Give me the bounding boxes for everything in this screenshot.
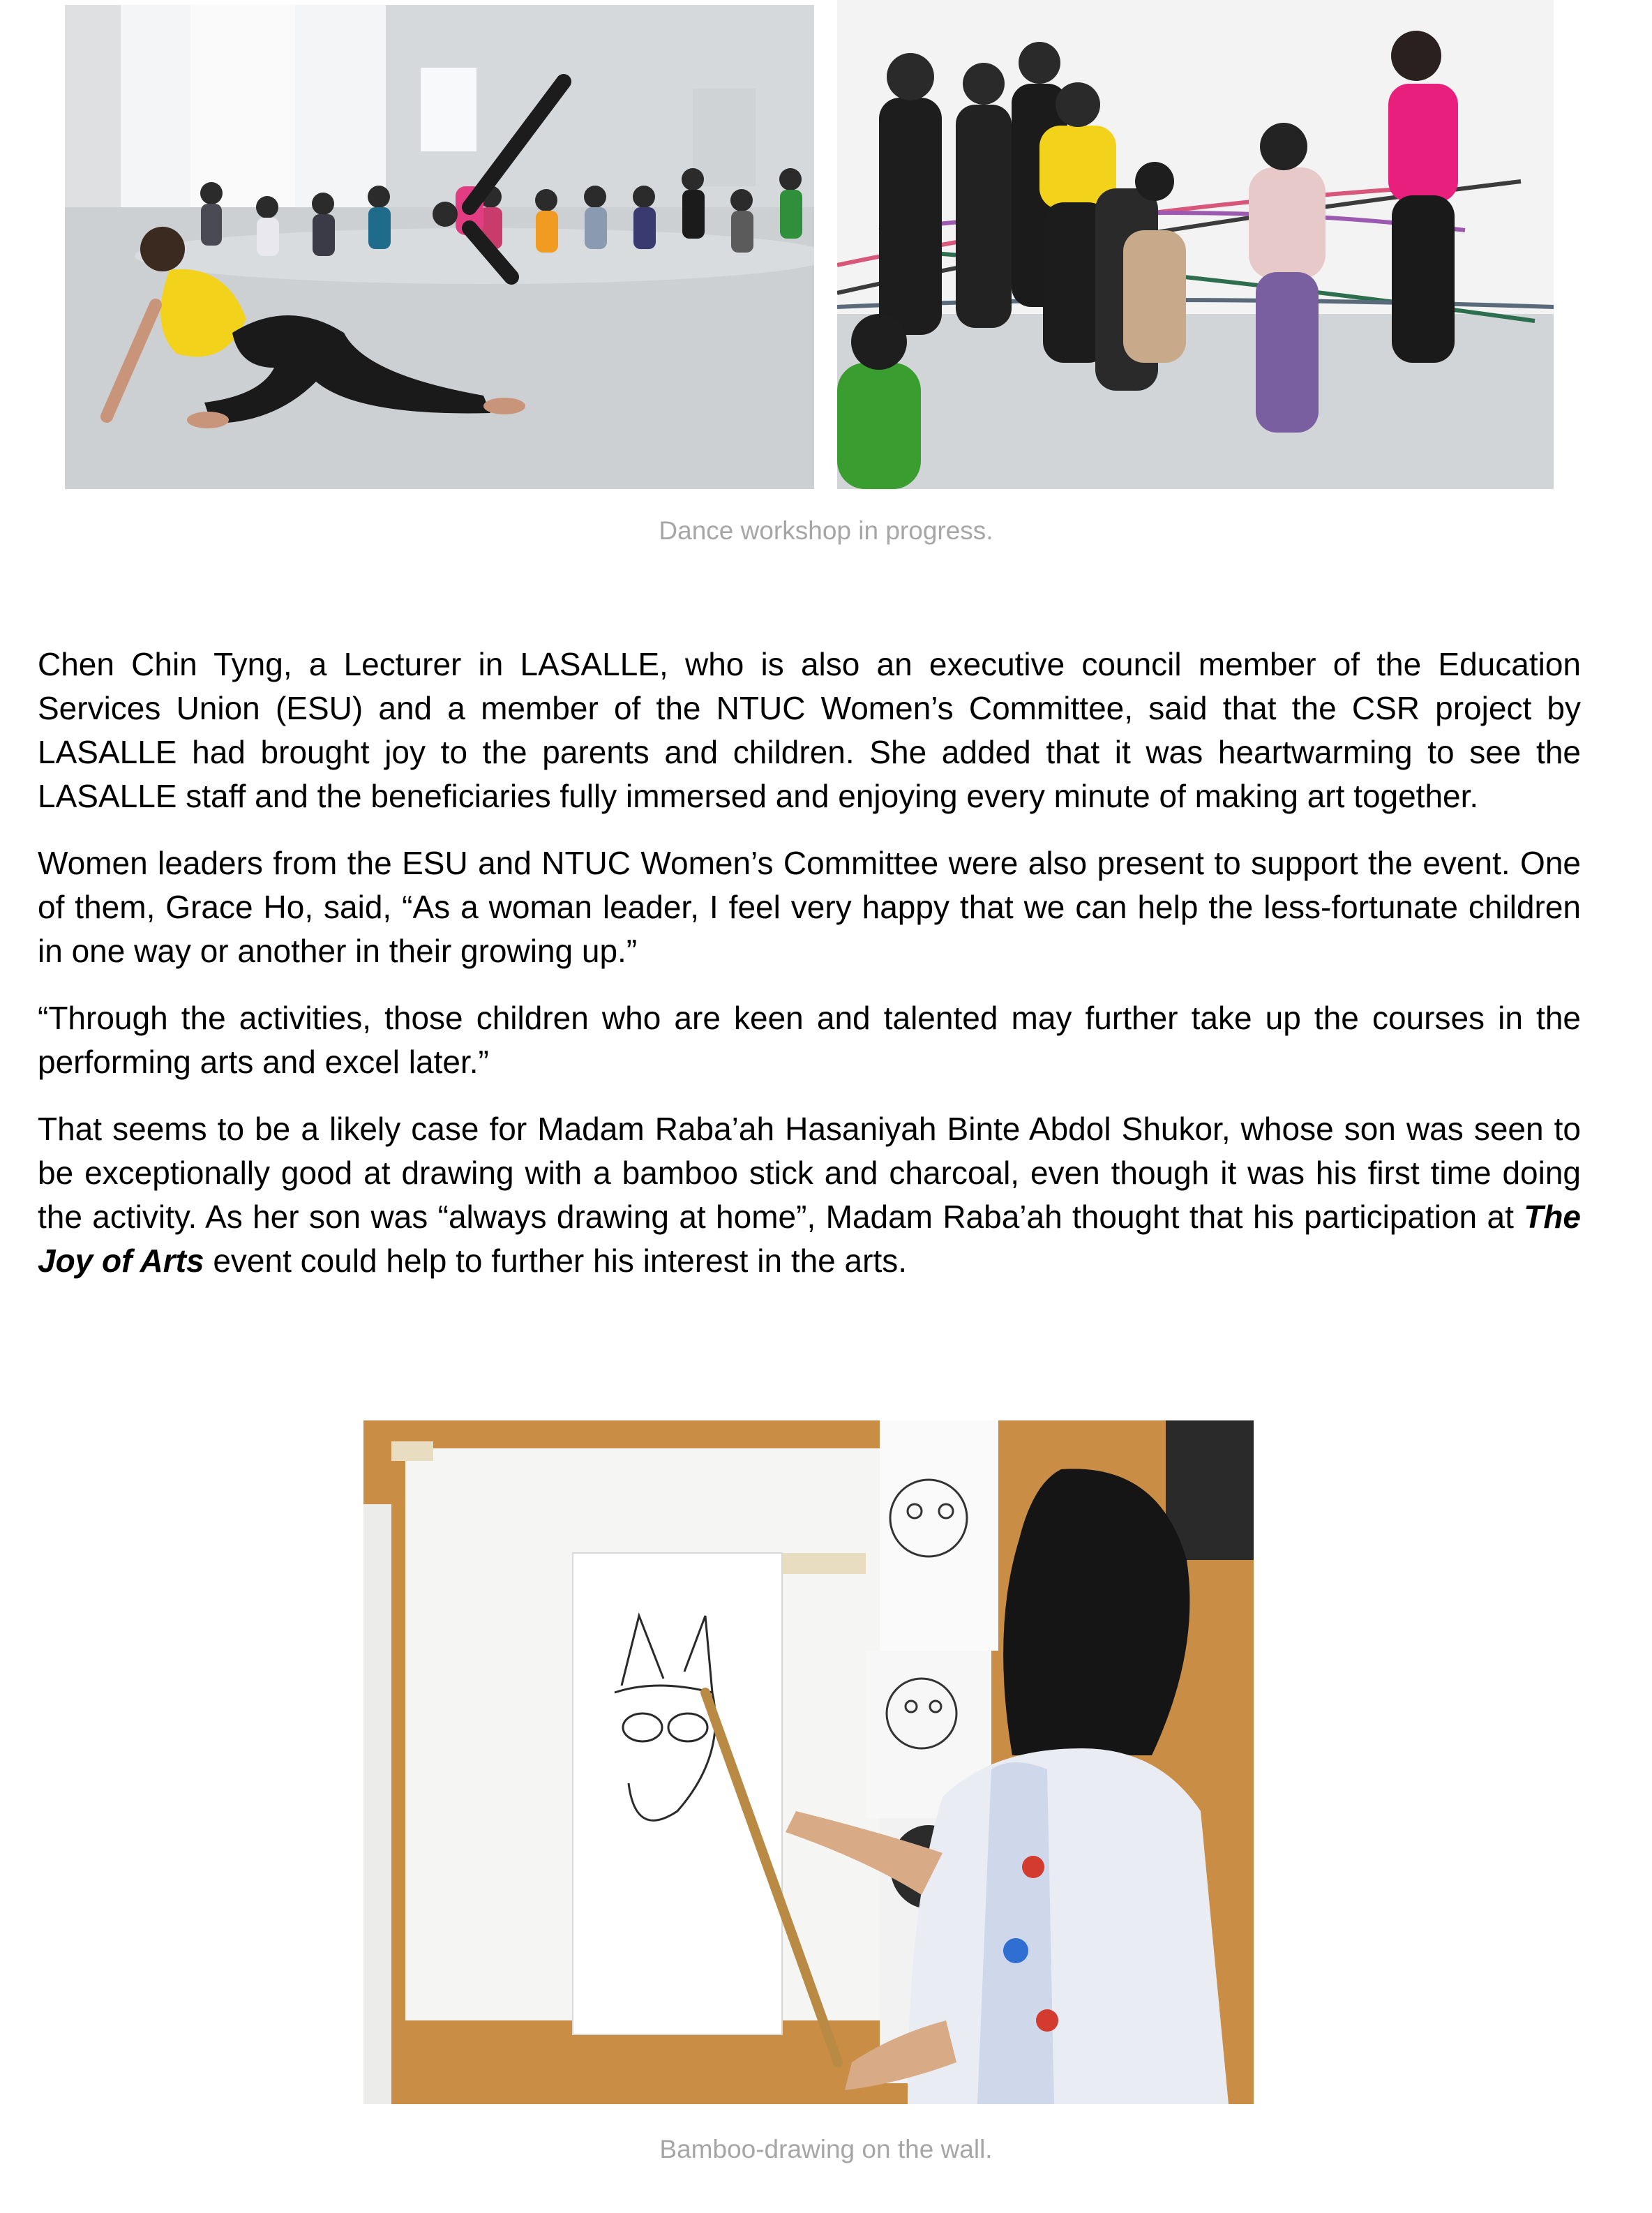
article-paragraph-4-end: event could help to further his interest in the arts. (204, 1243, 908, 1279)
dance-workshop-photo-left (65, 5, 814, 489)
article-paragraph-4 (38, 1107, 1581, 1283)
dance-floor-scene (65, 5, 814, 489)
article-paragraph-3: “Through the activities, those children who are keen and talented may further take up the courses in the performing arts and excel later.” (38, 1000, 1581, 1080)
rope-activity-scene (837, 0, 1554, 489)
article-body (38, 643, 1581, 1306)
article-paragraph-4-text: That seems to be a likely case for Madam Raba’ah Hasaniyah Binte Abdol Shukor, whose son was seen to be exceptionally good at drawing with a bamboo stick and charcoal, even though it was his first time doing the activity. As her son was “always drawing at home”, Madam Raba’ah thought that his participation at (38, 1111, 1581, 1235)
bamboo-drawing-photo (363, 1420, 1254, 2104)
bamboo-photo-caption: Bamboo-drawing on the wall. (659, 2135, 993, 2163)
dance-workshop-photo-right (837, 0, 1554, 489)
bamboo-drawing-scene (363, 1420, 1254, 2104)
dance-photo-caption: Dance workshop in progress. (659, 516, 993, 545)
event-title-emphasis: The Joy of Arts (38, 1199, 1581, 1279)
article-paragraph-1: Chen Chin Tyng, a Lecturer in LASALLE, who is also an executive council member of the Education Services Union (ESU) and a member of the NTUC Women’s Committee, said that the CSR project by LASALLE had brought joy to the parents and children. She added that it was heartwarming to see the LASALLE staff and the beneficiaries fully immersed and enjoying every minute of making art together. (38, 646, 1581, 814)
article-paragraph-2: Women leaders from the ESU and NTUC Women’s Committee were also present to support the event. One of them, Grace Ho, said, “As a woman leader, I feel very happy that we can help the less-fortunate children in one way or another in their growing up.” (38, 845, 1581, 969)
